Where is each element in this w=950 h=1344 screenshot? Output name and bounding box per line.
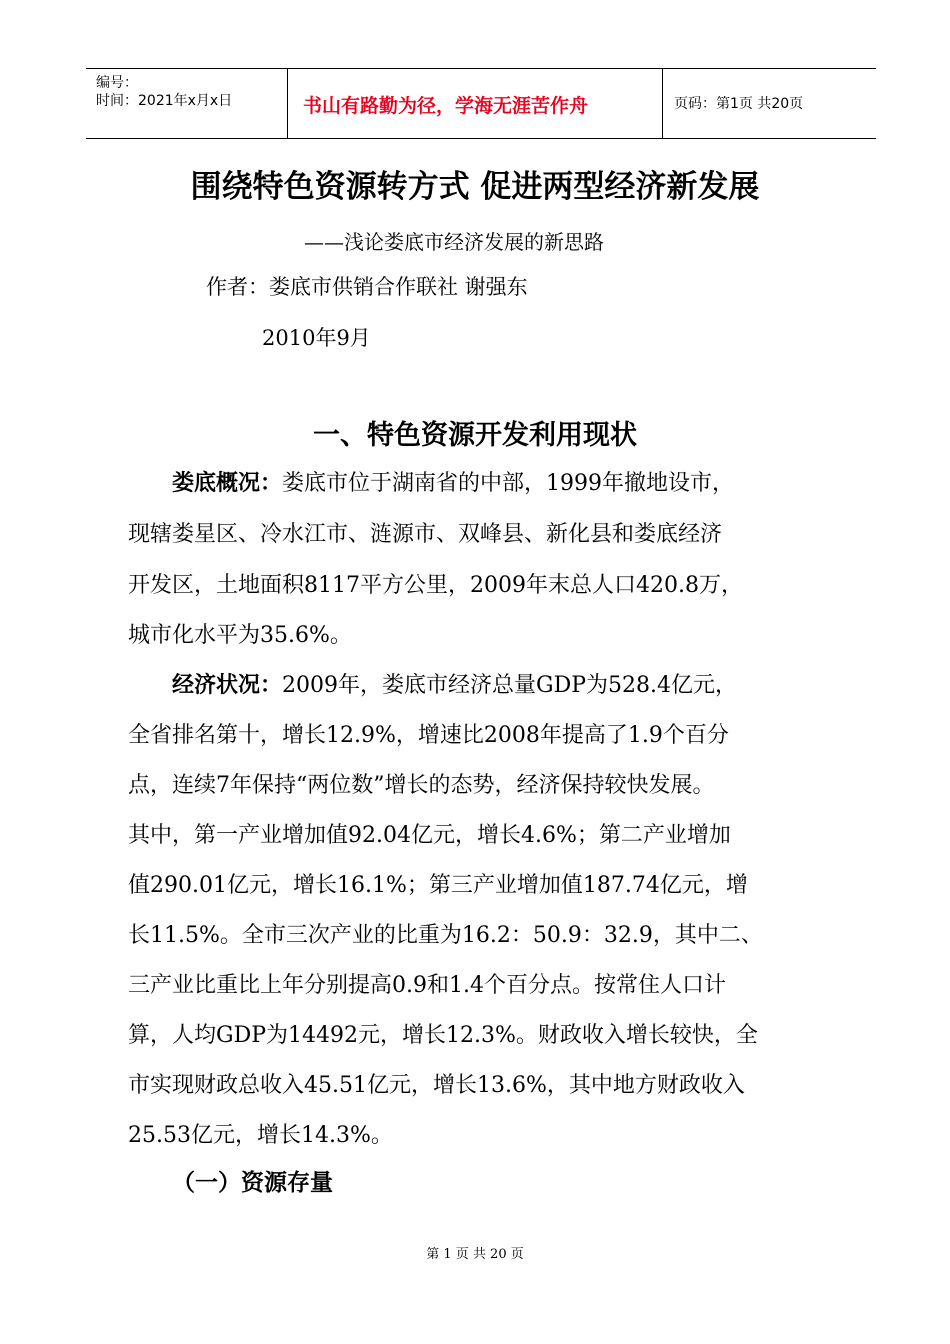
header-page-info: 页码：第1页 共20页 xyxy=(674,96,804,112)
paragraph-line: 城市化水平为35.6%。 xyxy=(128,623,352,648)
header-divider-2 xyxy=(662,69,663,138)
document-title: 围绕特色资源转方式 促进两型经济新发展 xyxy=(190,169,760,205)
paragraph-line xyxy=(172,669,737,703)
paragraph-line: 值290.01亿元，增长16.1%；第三产业增加值187.74亿元，增 xyxy=(128,873,748,898)
paragraph-text: 2009年，娄底市经济总量GDP为528.4亿元， xyxy=(282,673,738,698)
paragraph-line: 全省排名第十，增长12.9%，增速比2008年提高了1.9个百分 xyxy=(128,723,729,748)
header-number-label: 编号： xyxy=(96,75,138,91)
paragraph-text: 娄底市位于湖南省的中部，1999年撤地设市， xyxy=(282,471,735,496)
document-author: 作者：娄底市供销合作联社 谢强东 xyxy=(206,275,528,299)
header-divider-1 xyxy=(287,69,288,138)
paragraph-line: 25.53亿元，增长14.3%。 xyxy=(128,1123,393,1148)
document-header xyxy=(86,68,876,139)
section-heading: 一、特色资源开发利用现状 xyxy=(313,420,637,451)
paragraph-lead: 经济状况： xyxy=(172,673,283,698)
document-subtitle: ——浅论娄底市经济发展的新思路 xyxy=(304,230,604,254)
paragraph-line: 开发区，土地面积8117平方公里，2009年末总人口420.8万， xyxy=(128,573,743,598)
paragraph-line: 市实现财政总收入45.51亿元，增长13.6%，其中地方财政收入 xyxy=(128,1073,745,1098)
paragraph-line: 点，连续7年保持“两位数”增长的态势，经济保持较快发展。 xyxy=(128,773,715,798)
header-time-label: 时间：2021年x月x日 xyxy=(96,93,233,109)
paragraph-line: 长11.5%。全市三次产业的比重为16.2：50.9：32.9，其中二、 xyxy=(128,923,763,948)
paragraph-line: 三产业比重比上年分别提高0.9和1.4个百分点。按常住人口计 xyxy=(128,973,726,998)
header-motto: 书山有路勤为径，学海无涯苦作舟 xyxy=(303,95,589,117)
paragraph-lead: 娄底概况： xyxy=(172,471,283,496)
paragraph-line: 现辖娄星区、冷水江市、涟源市、双峰县、新化县和娄底经济 xyxy=(128,522,723,547)
page-footer: 第 1 页 共 20 页 xyxy=(426,1247,524,1262)
paragraph-line xyxy=(172,467,734,501)
paragraph-line: 其中，第一产业增加值92.04亿元，增长4.6%；第二产业增加 xyxy=(128,823,731,848)
paragraph-line: 算，人均GDP为14492元，增长12.3%。财政收入增长较快，全 xyxy=(128,1023,758,1048)
subsection-heading: （一）资源存量 xyxy=(172,1170,333,1196)
document-date: 2010年9月 xyxy=(262,326,371,350)
